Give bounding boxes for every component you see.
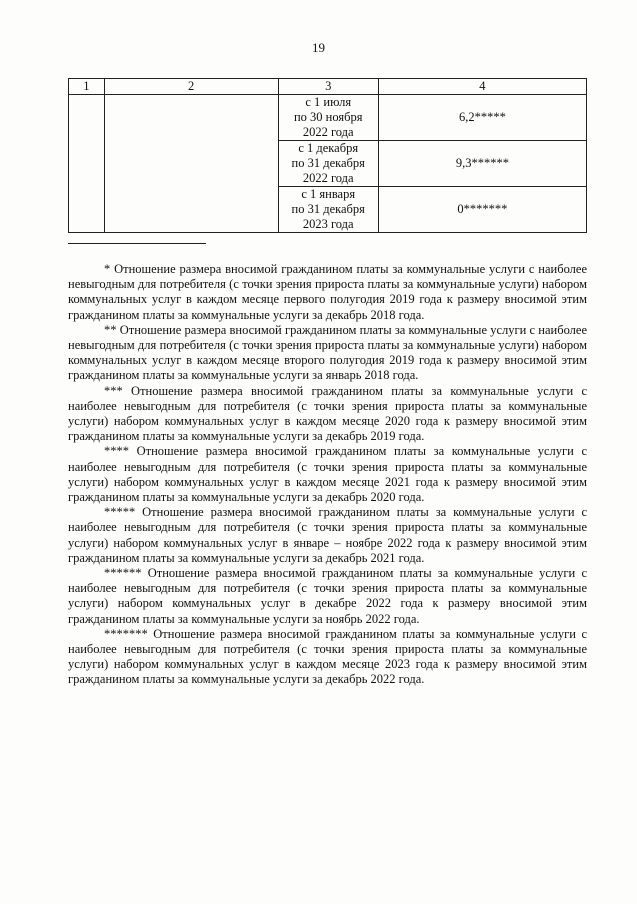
period-line: 2022 года: [302, 125, 354, 139]
value-cell: 0*******: [378, 187, 586, 233]
column-header-4: 4: [378, 79, 586, 95]
column-header-2: 2: [104, 79, 278, 95]
footnote-2: ** Отношение размера вносимой гражданином платы за коммунальные услуги с наиболее невыгодным для потребителя (с точки зрения прироста платы за коммунальные услуги) набором коммунальных услуг в каждом месяце второго полугодия 2019 года к размеру вносимой этим гражданином платы за коммунальные услуги за январь 2018 года.: [68, 322, 587, 383]
period-line: 2023 года: [302, 217, 354, 231]
period-line: с 1 июля: [305, 95, 352, 109]
period-line: по 31 декабря: [291, 156, 365, 170]
footnote-6: ****** Отношение размера вносимой гражданином платы за коммунальные услуги с наиболее невыгодным для потребителя (с точки зрения прироста платы за коммунальные услуги) набором коммунальных услуг в декабре 2022 года к размеру вносимой этим гражданином платы за коммунальные услуги за ноябрь 2022 года.: [68, 566, 587, 626]
column-header-3: 3: [278, 79, 378, 95]
period-cell: [278, 187, 378, 233]
table-cell-empty-col1: [69, 95, 105, 233]
table-header-row: [69, 79, 587, 95]
period-line: 2022 года: [302, 171, 354, 185]
column-header-1: 1: [69, 79, 105, 95]
footnote-4: **** Отношение размера вносимой гражданином платы за коммунальные услуги с наиболее невыгодным для потребителя (с точки зрения прироста платы за коммунальные услуги) набором коммунальных услуг в каждом месяце 2021 года к размеру вносимой этим гражданином платы за коммунальные услуги за декабрь 2020 года.: [68, 444, 587, 505]
footnote-5: ***** Отношение размера вносимой гражданином платы за коммунальные услуги с наиболее невыгодным для потребителя (с точки зрения прироста платы за коммунальные услуги) набором коммунальных услуг в январе – ноябре 2022 года к размеру вносимой этим гражданином платы за коммунальные услуги за декабрь 2021 года.: [68, 505, 587, 565]
period-line: с 1 декабря: [298, 141, 359, 155]
footnote-3: *** Отношение размера вносимой гражданином платы за коммунальные услуги с наиболее невыгодным для потребителя (с точки зрения прироста платы за коммунальные услуги) набором коммунальных услуг в каждом месяце 2020 года к размеру вносимой этим гражданином платы за коммунальные услуги за декабрь 2019 года.: [68, 383, 587, 444]
period-cell: [278, 95, 378, 141]
value-cell: 9,3******: [378, 141, 586, 187]
table-cell-empty-col2: [104, 95, 278, 233]
table-row: [69, 95, 587, 141]
page-number: 19: [312, 40, 325, 55]
footnote-1: * Отношение размера вносимой гражданином платы за коммунальные услуги с наиболее невыгодным для потребителя (с точки зрения прироста платы за коммунальные услуги) набором коммунальных услуг в каждом месяце первого полугодия 2019 года к размеру вносимой этим гражданином платы за коммунальные услуги за декабрь 2018 года.: [68, 262, 587, 322]
value-cell: 6,2*****: [378, 95, 586, 141]
footnotes: [68, 262, 587, 688]
period-line: с 1 января: [301, 187, 356, 201]
period-cell: [278, 141, 378, 187]
tariff-table: [68, 78, 587, 233]
period-line: по 30 ноября: [293, 110, 363, 124]
period-line: по 31 декабря: [291, 202, 365, 216]
footnote-separator: [68, 243, 206, 244]
footnote-7: ******* Отношение размера вносимой гражданином платы за коммунальные услуги с наиболее невыгодным для потребителя (с точки зрения прироста платы за коммунальные услуги) набором коммунальных услуг в каждом месяце 2023 года к размеру вносимой этим гражданином платы за коммунальные услуги за декабрь 2022 года.: [68, 626, 587, 687]
